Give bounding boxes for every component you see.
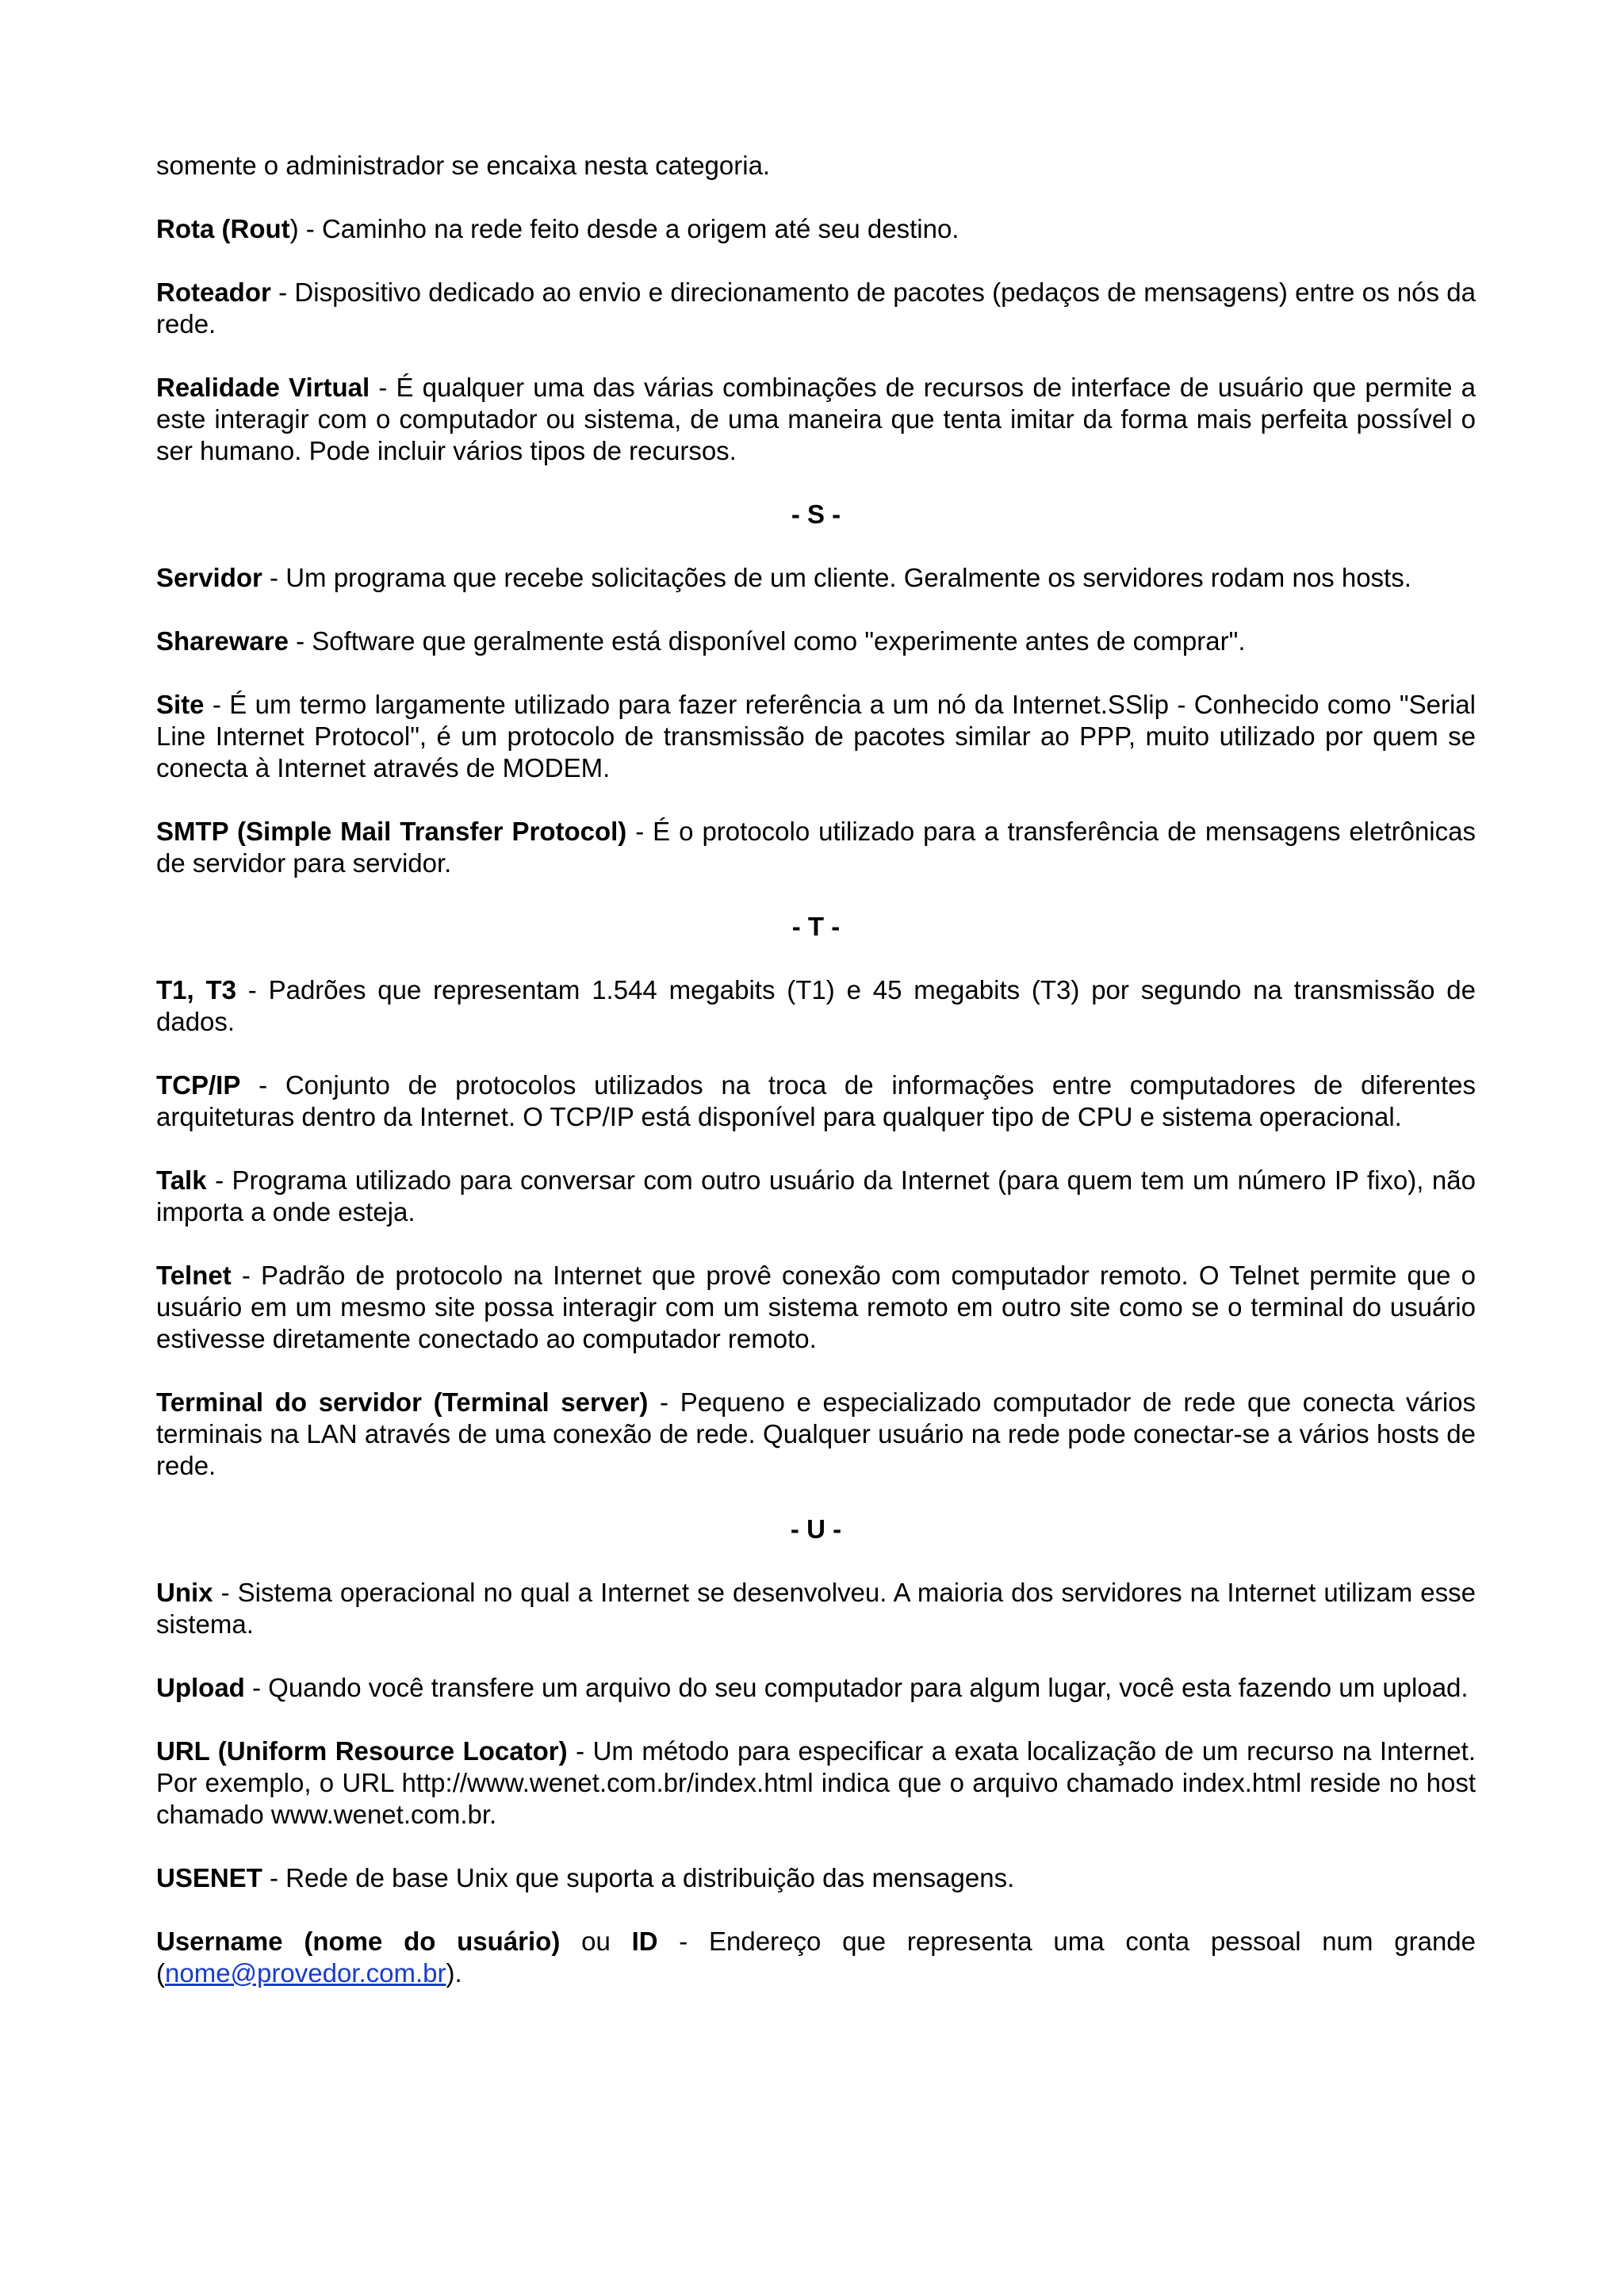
entry-definition: - Software que geralmente está disponível como "experimente antes de comprar". bbox=[288, 626, 1246, 656]
entry-definition: ou bbox=[560, 1927, 632, 1956]
entry-definition: ). bbox=[446, 1958, 462, 1988]
entry-definition: - Um programa que recebe solicitações de um cliente. Geralmente os servidores rodam nos hosts. bbox=[262, 563, 1411, 592]
entry-term: Roteador bbox=[156, 277, 271, 307]
document-page bbox=[156, 150, 1476, 2021]
text-paragraph: somente o administrador se encaixa nesta categoria. bbox=[156, 151, 771, 180]
glossary-entry bbox=[156, 213, 1476, 245]
entry-definition: - Padrão de protocolo na Internet que provê conexão com computador remoto. O Telnet permite que o usuário em um mesmo site possa interagir com um sistema remoto em outro site como se o terminal do usuário estivesse diretamente conectado ao computador remoto. bbox=[156, 1261, 1476, 1353]
glossary-entry bbox=[156, 1165, 1476, 1228]
section-heading: - S - bbox=[791, 499, 841, 529]
entry-term: Unix bbox=[156, 1578, 213, 1607]
entry-term: Talk bbox=[156, 1165, 207, 1195]
section-heading: - T - bbox=[791, 912, 841, 941]
entry-definition: - Um método para especificar a exata localização de um recurso na Internet. Por exemplo, o URL http://www.wenet.com.br/index.html indica que o arquivo chamado index.html reside no host chamado www.wenet.com.br. bbox=[156, 1736, 1476, 1829]
glossary-entry bbox=[156, 277, 1476, 340]
glossary-content bbox=[156, 150, 1476, 1989]
glossary-entry bbox=[156, 1387, 1476, 1482]
glossary-entry bbox=[156, 689, 1476, 784]
entry-definition: - É o protocolo utilizado para a transferência de mensagens eletrônicas de servidor para servidor. bbox=[156, 817, 1476, 878]
glossary-entry bbox=[156, 1577, 1476, 1640]
entry-term: Realidade Virtual bbox=[156, 373, 370, 402]
entry-definition: - Sistema operacional no qual a Internet se desenvolveu. A maioria dos servidores na Internet utilizam esse sistema. bbox=[156, 1578, 1476, 1639]
entry-term: Shareware bbox=[156, 626, 289, 656]
glossary-entry bbox=[156, 816, 1476, 879]
entry-term: Upload bbox=[156, 1673, 245, 1702]
glossary-entry bbox=[156, 974, 1476, 1038]
email-link[interactable]: nome@provedor.com.br bbox=[165, 1958, 446, 1988]
entry-definition: - Pequeno e especializado computador de rede que conecta vários terminais na LAN através de uma conexão de rede. Qualquer usuário na rede pode conectar-se a vários hosts de rede. bbox=[156, 1387, 1477, 1480]
entry-term: Site bbox=[156, 690, 205, 719]
glossary-entry bbox=[156, 1862, 1476, 1894]
entry-definition: - Rede de base Unix que suporta a distribuição das mensagens. bbox=[262, 1863, 1015, 1892]
entry-definition: - É um termo largamente utilizado para fazer referência a um nó da Internet.SSlip - Conhecido como "Serial Line Internet Protocol", é um protocolo de transmissão de pacotes similar ao PPP, muito utilizado por quem se conecta à Internet através de MODEM. bbox=[156, 690, 1476, 783]
entry-term: TCP/IP bbox=[156, 1070, 241, 1100]
glossary-entry bbox=[156, 1926, 1476, 1989]
glossary-entry bbox=[156, 1672, 1476, 1704]
section-heading: - U - bbox=[790, 1514, 842, 1544]
entry-term: Terminal do servidor (Terminal server) bbox=[156, 1387, 649, 1417]
glossary-entry bbox=[156, 626, 1476, 657]
entry-term: Servidor bbox=[156, 563, 262, 592]
entry-term: Username (nome do usuário) bbox=[156, 1927, 561, 1956]
entry-term: Telnet bbox=[156, 1261, 232, 1290]
entry-definition: - Conjunto de protocolos utilizados na troca de informações entre computadores de diferentes arquiteturas dentro da Internet. O TCP/IP está disponível para qualquer tipo de CPU e sistema operacional. bbox=[156, 1070, 1476, 1131]
glossary-entry bbox=[156, 1070, 1476, 1133]
entry-definition: - Padrões que representam 1.544 megabits (T1) e 45 megabits (T3) por segundo na transmissão de dados. bbox=[156, 975, 1477, 1036]
glossary-entry bbox=[156, 1260, 1476, 1355]
entry-term: USENET bbox=[156, 1863, 262, 1892]
entry-definition: - Endereço que representa uma conta pessoal num grande ( bbox=[156, 1927, 1477, 1988]
entry-definition: - Programa utilizado para conversar com outro usuário da Internet (para quem tem um número IP fixo), não importa a onde esteja. bbox=[156, 1165, 1476, 1226]
entry-term: ID bbox=[631, 1927, 658, 1956]
glossary-entry bbox=[156, 1735, 1476, 1831]
entry-term: SMTP (Simple Mail Transfer Protocol) bbox=[156, 817, 627, 846]
entry-term: URL (Uniform Resource Locator) bbox=[156, 1736, 568, 1766]
entry-definition: - Quando você transfere um arquivo do seu computador para algum lugar, você esta fazendo um upload. bbox=[244, 1673, 1469, 1702]
entry-definition: - Dispositivo dedicado ao envio e direcionamento de pacotes (pedaços de mensagens) entre os nós da rede. bbox=[156, 277, 1476, 339]
entry-definition: - É qualquer uma das várias combinações de recursos de interface de usuário que permite a este interagir com o computador ou sistema, de uma maneira que tenta imitar da forma mais perfeita possível o ser humano. Pode incluir vários tipos de recursos. bbox=[156, 373, 1476, 465]
entry-term: T1, T3 bbox=[156, 975, 236, 1004]
entry-definition: ) - Caminho na rede feito desde a origem até seu destino. bbox=[289, 214, 959, 243]
glossary-entry bbox=[156, 372, 1476, 467]
glossary-entry bbox=[156, 562, 1476, 594]
entry-term: Rota (Rout bbox=[156, 214, 290, 243]
